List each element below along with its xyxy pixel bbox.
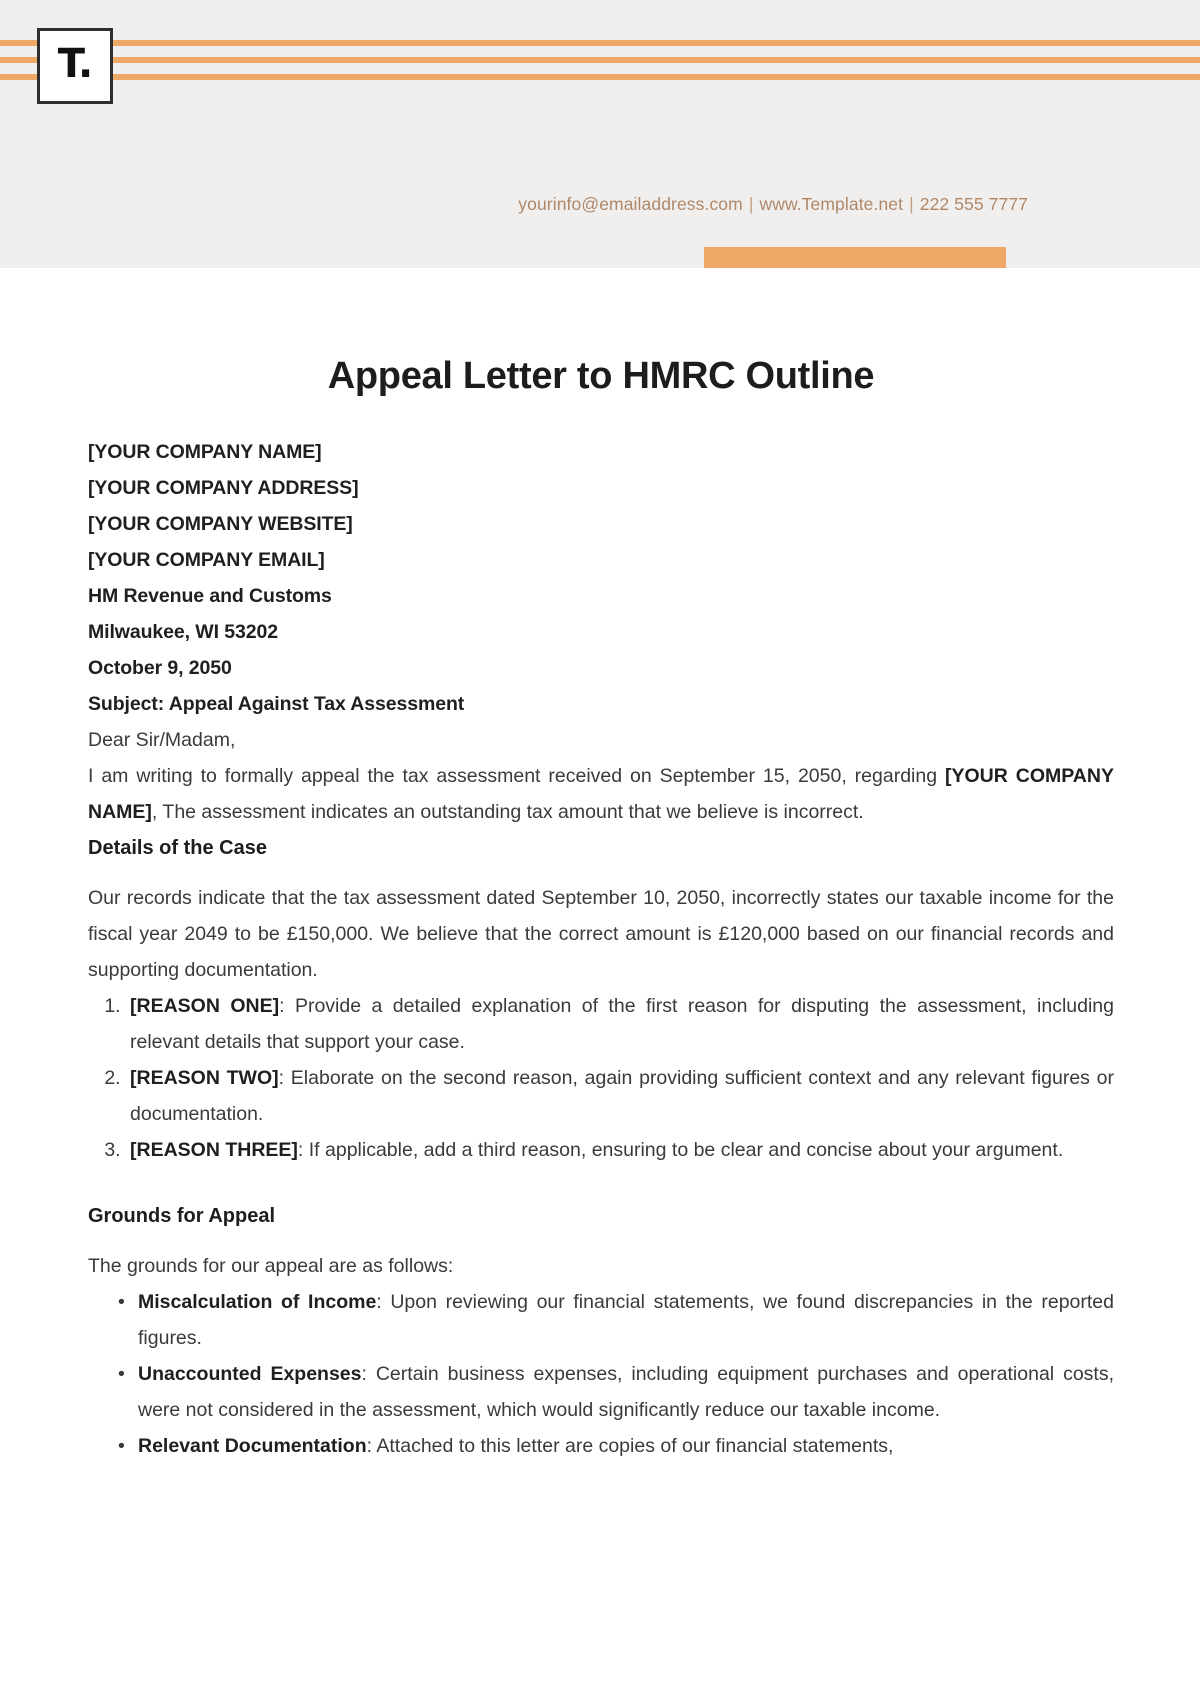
orange-rule-bottom xyxy=(0,74,1200,80)
letterhead-header-band xyxy=(0,0,1200,268)
intro-text-after: , The assessment indicates an outstanding tax amount that we believe is incorrect. xyxy=(151,800,864,823)
contact-website: www.Template.net xyxy=(759,194,904,214)
ground-lead-in: Unaccounted Expenses xyxy=(138,1362,362,1385)
intro-paragraph xyxy=(88,758,1114,830)
letterhead-line: HM Revenue and Customs xyxy=(88,584,332,607)
list-item xyxy=(118,1428,1114,1464)
reason-lead-in: [REASON ONE] xyxy=(130,994,280,1017)
letterhead-line: October 9, 2050 xyxy=(88,656,232,679)
reason-lead-in: [REASON THREE] xyxy=(130,1138,298,1161)
section-heading-grounds-for-appeal: Grounds for Appeal xyxy=(88,1204,276,1227)
list-item xyxy=(126,988,1114,1060)
list-item xyxy=(118,1356,1114,1428)
reason-lead-in: [REASON TWO] xyxy=(130,1066,279,1089)
brand-logo xyxy=(37,28,113,104)
letterhead-line: [YOUR COMPANY NAME] xyxy=(88,440,322,463)
letterhead-line: [YOUR COMPANY ADDRESS] xyxy=(88,476,359,499)
reason-text: : If applicable, add a third reason, ensuring to be clear and concise about your argument. xyxy=(297,1138,1064,1161)
reason-text: : Provide a detailed explanation of the first reason for disputing the assessment, including relevant details that support your case. xyxy=(130,994,1114,1053)
orange-rule-top xyxy=(0,40,1200,46)
document-body xyxy=(0,354,1200,1464)
header-contact-info xyxy=(518,194,1028,215)
letterhead-line: Milwaukee, WI 53202 xyxy=(88,620,278,643)
contact-separator-2: | xyxy=(909,194,914,214)
reasons-numbered-list xyxy=(88,988,1114,1168)
ground-lead-in: Miscalculation of Income xyxy=(138,1290,377,1313)
ground-lead-in: Relevant Documentation xyxy=(138,1434,367,1457)
list-item xyxy=(118,1284,1114,1356)
list-item xyxy=(126,1132,1114,1168)
page-title: Appeal Letter to HMRC Outline xyxy=(327,355,875,397)
list-item xyxy=(126,1060,1114,1132)
contact-email: yourinfo@emailaddress.com xyxy=(518,194,743,214)
intro-company-placeholder: [YOUR COMPANY NAME] xyxy=(88,764,1114,823)
ground-text: : Attached to this letter are copies of our financial statements, xyxy=(366,1434,894,1457)
orange-rule-middle xyxy=(0,57,1200,63)
details-paragraph: Our records indicate that the tax assessment dated September 10, 2050, incorrectly states our taxable income for the fiscal year 2049 to be £150,000. We believe that the correct amount is £120,000 based on our financial records and supporting documentation. xyxy=(88,886,1114,981)
intro-text-before: I am writing to formally appeal the tax assessment received on September 15, 2050, regarding xyxy=(88,764,945,787)
letterhead-line: [YOUR COMPANY WEBSITE] xyxy=(88,512,353,535)
section-heading-details-of-the-case: Details of the Case xyxy=(88,836,267,859)
grounds-bullet-list xyxy=(88,1284,1114,1464)
ground-text: : Upon reviewing our financial statements, we found discrepancies in the reported figures. xyxy=(138,1290,1114,1349)
letterhead-subject-line: Subject: Appeal Against Tax Assessment xyxy=(88,692,465,715)
ground-text: : Certain business expenses, including equipment purchases and operational costs, were not considered in the assessment, which would significantly reduce our taxable income. xyxy=(138,1362,1114,1421)
orange-accent-block xyxy=(704,247,1006,268)
salutation: Dear Sir/Madam, xyxy=(88,728,236,751)
contact-separator-1: | xyxy=(748,194,754,214)
logo-wordmark: T. xyxy=(57,41,93,87)
contact-phone: 222 555 7777 xyxy=(919,194,1028,214)
letterhead-address-block xyxy=(88,434,1114,722)
grounds-intro-paragraph: The grounds for our appeal are as follows: xyxy=(88,1254,454,1277)
reason-text: : Elaborate on the second reason, again providing sufficient context and any relevant figures or documentation. xyxy=(130,1066,1114,1125)
letterhead-line: [YOUR COMPANY EMAIL] xyxy=(88,548,325,571)
